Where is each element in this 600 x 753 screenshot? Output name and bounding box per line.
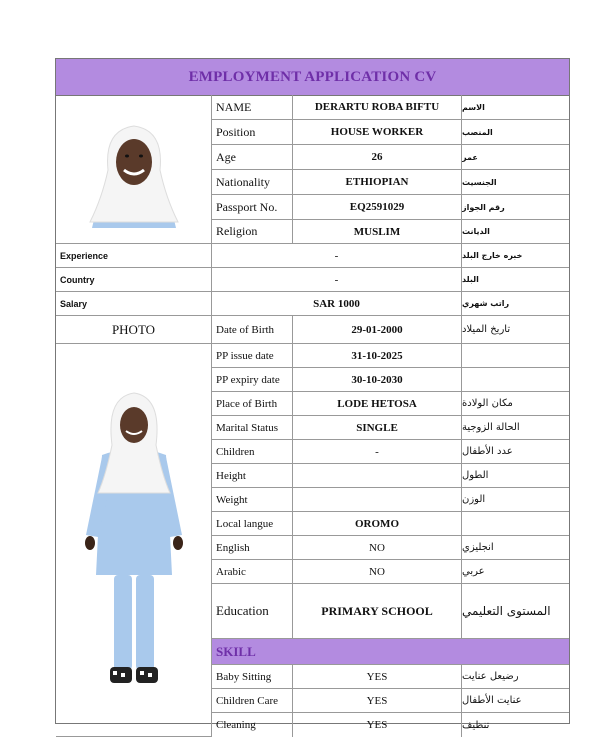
detail-arabic: الوزن [462,488,569,512]
detail-label: Height [212,464,293,488]
detail-value: - [293,440,462,464]
salary-arabic: راتب شهري [462,292,569,316]
detail-arabic: عدد الأطفال [462,440,569,464]
detail-arabic: مكان الولادة [462,392,569,416]
cv-title: EMPLOYMENT APPLICATION CV [56,59,569,96]
field-arabic: الديانت [462,220,569,244]
detail-value [293,488,462,512]
field-label: Position [212,120,293,145]
skill-label: Baby Sitting [212,665,293,689]
detail-value [293,464,462,488]
detail-value: 31-10-2025 [293,344,462,368]
experience-value: - [212,244,462,268]
field-arabic: الاسم [462,95,569,120]
detail-label: Arabic [212,560,293,584]
skill-label: Cleaning [212,713,293,737]
detail-arabic: الحالة الزوجية [462,416,569,440]
detail-label: Marital Status [212,416,293,440]
detail-value: 30-10-2030 [293,368,462,392]
field-label: Religion [212,220,293,244]
detail-arabic: عربي [462,560,569,584]
country-value: - [212,268,462,292]
skill-value: YES [293,689,462,713]
detail-label: PP issue date [212,344,293,368]
detail-label: Education [212,584,293,639]
field-arabic: رقم الجواز [462,195,569,220]
salary-label: Salary [56,292,212,316]
portrait-photo [56,95,212,244]
skill-value: YES [293,665,462,689]
detail-arabic [462,344,569,368]
detail-label: Date of Birth [212,316,293,344]
detail-label: Weight [212,488,293,512]
detail-value: SINGLE [293,416,462,440]
cv-sheet [55,58,570,731]
detail-arabic: انجليزي [462,536,569,560]
portrait-image [74,110,194,228]
detail-label: PP expiry date [212,368,293,392]
field-arabic: المنصب [462,120,569,145]
detail-arabic: الطول [462,464,569,488]
detail-label: Local langue [212,512,293,536]
detail-value: NO [293,560,462,584]
detail-arabic [462,368,569,392]
field-label: Age [212,145,293,170]
country-label: Country [56,268,212,292]
detail-value: 29-01-2000 [293,316,462,344]
field-arabic: الجنسيت [462,170,569,195]
detail-arabic: تاريخ الميلاد [462,316,569,344]
experience-arabic: خبره خارج البلد [462,244,569,268]
detail-label: Children [212,440,293,464]
field-value: 26 [293,145,462,170]
field-label: NAME [212,95,293,120]
skill-value: YES [293,713,462,737]
photo-label: PHOTO [56,316,212,344]
detail-value: LODE HETOSA [293,392,462,416]
field-value: DERARTU ROBA BIFTU [293,95,462,120]
detail-value: NO [293,536,462,560]
full-body-image [78,385,190,695]
full-body-photo [56,344,212,737]
salary-value: SAR 1000 [212,292,462,316]
field-label: Passport No. [212,195,293,220]
field-value: MUSLIM [293,220,462,244]
detail-arabic: المستوى التعليمي [462,584,569,639]
detail-label: Place of Birth [212,392,293,416]
field-label: Nationality [212,170,293,195]
field-value: HOUSE WORKER [293,120,462,145]
skill-header: SKILL [212,639,569,665]
detail-value: PRIMARY SCHOOL [293,584,462,639]
country-arabic: البلد [462,268,569,292]
detail-value: OROMO [293,512,462,536]
field-value: ETHIOPIAN [293,170,462,195]
skill-arabic: رضيعل عنايت [462,665,569,689]
experience-label: Experience [56,244,212,268]
detail-label: English [212,536,293,560]
cv-table [56,95,569,731]
detail-arabic [462,512,569,536]
field-value: EQ2591029 [293,195,462,220]
skill-label: Children Care [212,689,293,713]
skill-arabic: تنظيف [462,719,490,731]
skill-arabic: عنايت الأطفال [462,689,569,713]
field-arabic: عمر [462,145,569,170]
